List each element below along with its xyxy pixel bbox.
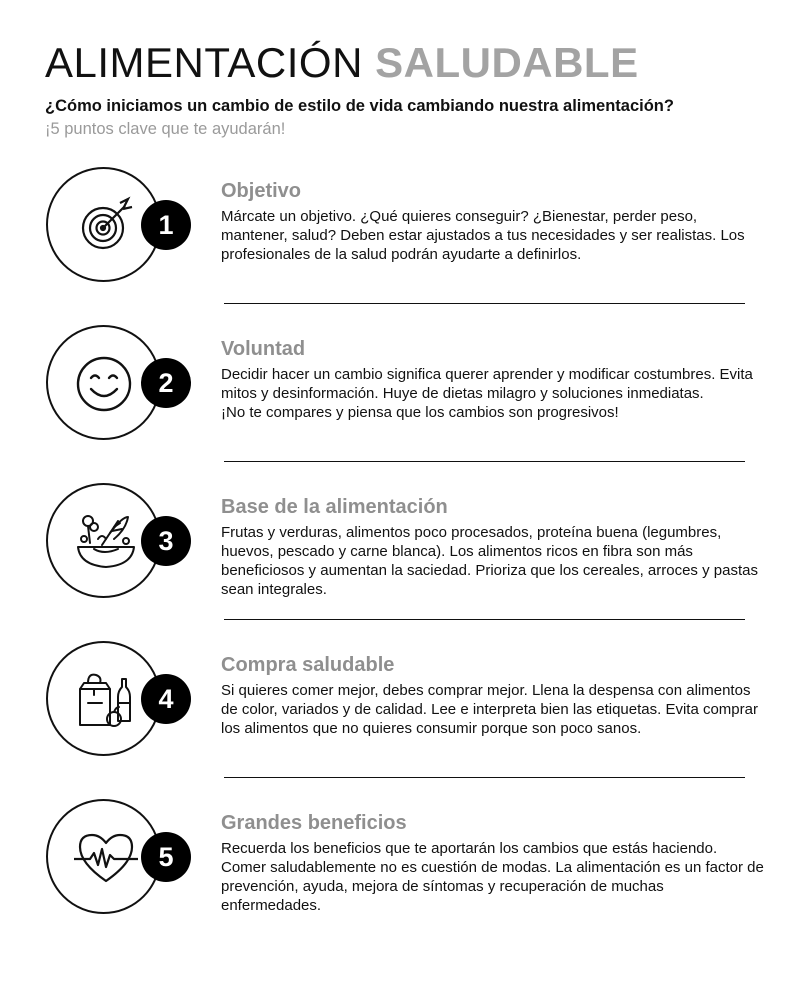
step-3 — [0, 483, 800, 641]
step-description — [221, 365, 766, 422]
heart-pulse-icon — [74, 825, 138, 889]
step-description — [221, 523, 766, 599]
subtitle: ¿Cómo iniciamos un cambio de estilo de vida cambiando nuestra alimentación? — [45, 97, 674, 115]
step-description — [221, 207, 766, 264]
step-title: Grandes beneficios — [221, 812, 407, 834]
step-5 — [0, 799, 800, 957]
step-description — [221, 839, 766, 915]
step-description — [221, 681, 766, 738]
step-number-badge: 1 — [141, 200, 191, 250]
page-title — [45, 38, 639, 88]
step-number-badge: 2 — [141, 358, 191, 408]
step-title: Objetivo — [221, 180, 302, 202]
title-part-1: ALIMENTACIÓN — [45, 39, 363, 86]
step-title: Voluntad — [221, 338, 306, 360]
step-title: Base de la alimentación — [221, 496, 448, 518]
step-description-note: ¡No te compares y piensa que los cambios son progresivos! — [221, 404, 619, 421]
divider — [224, 303, 745, 304]
divider — [224, 461, 745, 462]
step-description-text: Recuerda los beneficios que te aportarán los cambios que estás haciendo. Comer saludablemente no es cuestión de modas. La alimentación es un factor de prevención, ayuda, mejora de síntomas y recuperación de muchas enfermedades. — [221, 840, 764, 914]
divider — [224, 777, 745, 778]
subtitle-secondary: ¡5 puntos clave que te ayudarán! — [45, 120, 286, 138]
step-description-text: Si quieres comer mejor, debes comprar mejor. Llena la despensa con alimentos de color, variados y de calidad. Lee e interpreta bien las etiquetas. Evita comprar los alimentos que no quieres consumir porque son poco sanos. — [221, 682, 758, 737]
smile-icon — [74, 351, 138, 415]
step-description-text: Decidir hacer un cambio significa querer aprender y modificar costumbres. Evita mitos y desinformación. Huye de dietas milagro y soluciones inmediatas. — [221, 366, 753, 402]
step-2 — [0, 325, 800, 483]
step-4 — [0, 641, 800, 799]
target-icon — [74, 193, 138, 257]
title-part-2: SALUDABLE — [375, 39, 639, 86]
step-description-text: Márcate un objetivo. ¿Qué quieres conseguir? ¿Bienestar, perder peso, mantener, salud? Deben estar ajustados a tus necesidades y ser realistas. Los profesionales de la salud podrán ayudarte a definirlos. — [221, 208, 745, 263]
step-1 — [0, 167, 800, 325]
step-number-badge: 4 — [141, 674, 191, 724]
step-number-badge: 5 — [141, 832, 191, 882]
step-number-badge: 3 — [141, 516, 191, 566]
step-title: Compra saludable — [221, 654, 395, 676]
divider — [224, 619, 745, 620]
salad-bowl-icon — [74, 509, 138, 573]
grocery-bag-icon — [74, 667, 138, 731]
step-description-text: Frutas y verduras, alimentos poco procesados, proteína buena (legumbres, huevos, pescado y carne blanca). Los alimentos ricos en fibra son más beneficiosos y aumentan la saciedad. Prioriza que los cereales, arroces y pastas sean integrales. — [221, 524, 758, 598]
